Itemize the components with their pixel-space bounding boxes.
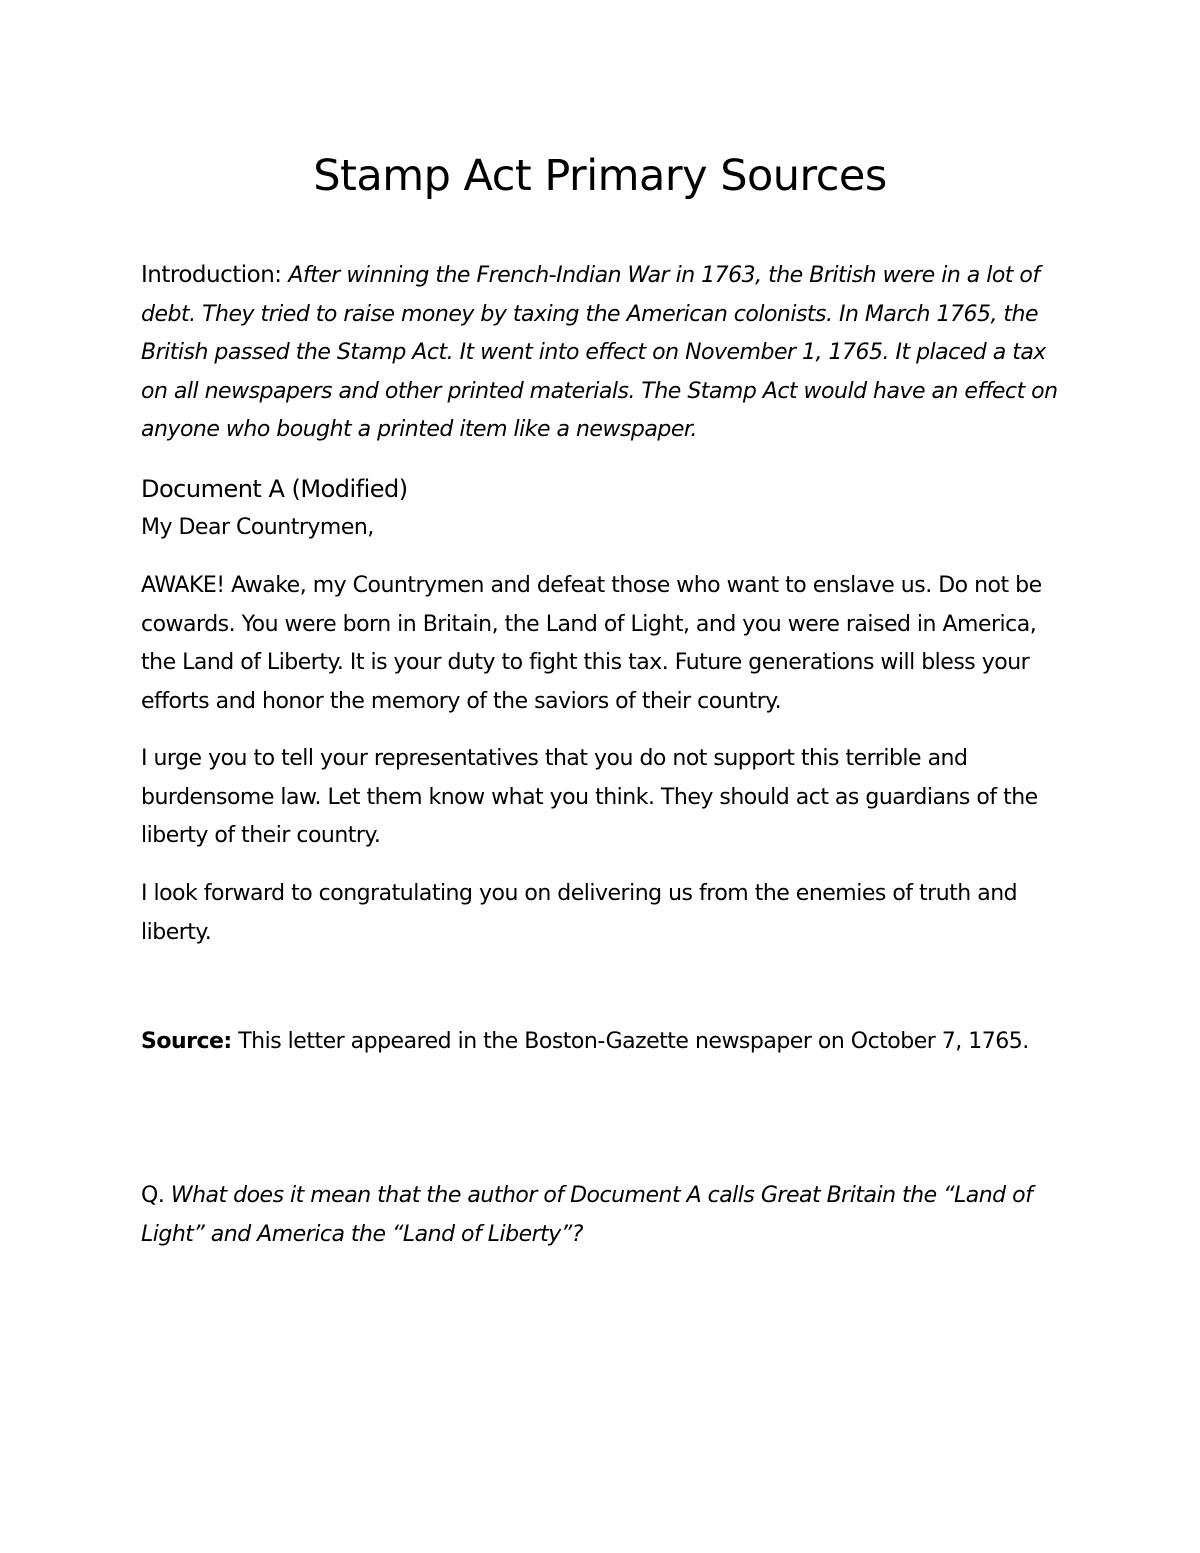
question-text: What does it mean that the author of Document A calls Great Britain the “Land of Light” and America the “Land of Liberty”? xyxy=(141,1183,1033,1247)
question-paragraph xyxy=(141,1177,1061,1254)
letter-paragraph: AWAKE! Awake, my Countrymen and defeat those who want to enslave us. Do not be cowards. You were born in Britain, the Land of Light, and you were raised in America, the Land of Liberty. It is your duty to fight this tax. Future generations will bless your efforts and honor the memory of the saviors of their country. xyxy=(141,573,1042,714)
source-citation xyxy=(141,1023,1061,1062)
letter-paragraph: I look forward to congratulating you on delivering us from the enemies of truth and liberty. xyxy=(141,881,1018,945)
introduction-text: After winning the French-Indian War in 1763, the British were in a lot of debt. They tried to raise money by taxing the American colonists. In March 1765, the British passed the Stamp Act. It went into effect on November 1, 1765. It placed a tax on all newspapers and other printed materials. The Stamp Act would have an effect on anyone who bought a printed item like a newspaper. xyxy=(141,263,1058,442)
document-a-heading: Document A (Modified) xyxy=(141,475,408,503)
question-label: Q. xyxy=(141,1183,171,1208)
page-title: Stamp Act Primary Sources xyxy=(313,151,887,201)
source-text: This letter appeared in the Boston-Gazette newspaper on October 7, 1765. xyxy=(231,1029,1029,1054)
source-label: Source: xyxy=(141,1029,232,1054)
letter-paragraph: I urge you to tell your representatives that you do not support this terrible and burdensome law. Let them know what you think. They should act as guardians of the liberty of their country. xyxy=(141,746,1038,848)
letter-greeting: My Dear Countrymen, xyxy=(141,515,374,540)
introduction-label: Introduction: xyxy=(141,262,289,288)
introduction-paragraph xyxy=(141,256,1061,450)
